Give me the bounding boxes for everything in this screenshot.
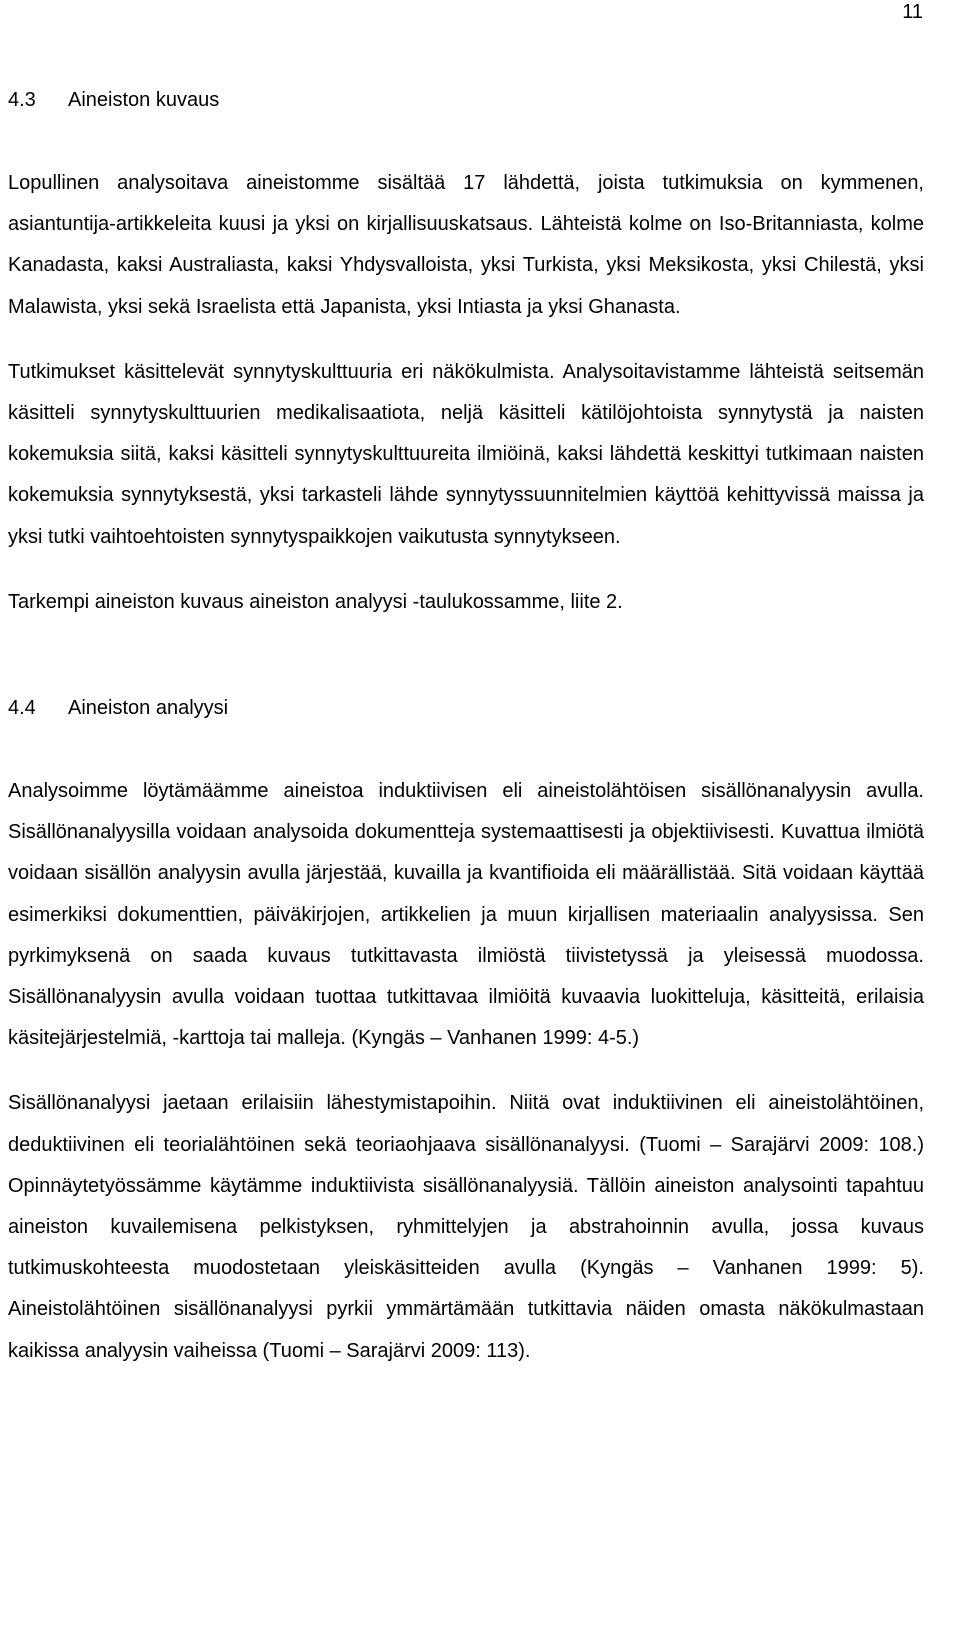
section-number: 4.4: [8, 697, 36, 720]
document-body: [8, 88, 924, 1372]
page-number: 11: [902, 1, 923, 23]
section-heading-4-3: [8, 88, 924, 112]
paragraph-sources: Lopullinen analysoitava aineistomme sisältää 17 lähdettä, joista tutkimuksia on kymmenen, asiantuntija-artikkeleita kuusi ja yksi on kirjallisuuskatsaus. Lähteistä kolme on Iso-Britanniasta, kolme Kanadasta, kaksi Australiasta, kaksi Yhdysvalloista, yksi Turkista, yksi Meksikosta, yksi Chilestä, yksi Malawista, yksi sekä Israelista että Japanista, yksi Intiasta ja yksi Ghanasta.: [8, 172, 924, 318]
paragraph-appendix-note: Tarkempi aineiston kuvaus aineiston analyysi -taulukossamme, liite 2.: [8, 590, 623, 613]
section-title: Aineiston kuvaus: [68, 89, 220, 111]
section-heading-4-4: [8, 696, 924, 720]
paragraph-content-analysis: Analysoimme löytämäämme aineistoa induktiivisen eli aineistolähtöisen sisällönanalyysin avulla. Sisällönanalyysilla voidaan analysoida dokumentteja systemaattisesti ja objektiivisesti. Kuvattua ilmiötä voidaan sisällön analyysin avulla järjestää, kuvailla ja kvantifioida eli määrällistää. Sitä voidaan käyttää esimerkiksi dokumenttien, päiväkirjojen, artikkelien ja muun kirjallisen materiaalin analyysissa. Sen pyrkimyksenä on saada kuvaus tutkittavasta ilmiöstä tiivistetyssä ja yleisessä muodossa. Sisällönanalyysin avulla voidaan tuottaa tutkittavaa ilmiöitä kuvaavia luokitteluja, käsitteitä, erilaisia käsitejärjestelmiä, -karttoja tai malleja. (Kyngäs – Vanhanen 1999: 4-5.): [8, 780, 924, 1050]
paragraph-perspectives: Tutkimukset käsittelevät synnytyskulttuuria eri näkökulmista. Analysoitavistamme lähteistä seitsemän käsitteli synnytyskulttuurien medikalisaatiota, neljä käsitteli kätilöjohtoista synnytystä ja naisten kokemuksia siitä, kaksi käsitteli synnytyskulttuureita ilmiöinä, kaksi lähdettä keskittyi tutkimaan naisten kokemuksia synnytyksestä, yksi tarkasteli lähde synnytyssuunnitelmien käyttöä kehittyvissä maissa ja yksi tutki vaihtoehtoisten synnytyspaikkojen vaikutusta synnytykseen.: [8, 360, 924, 548]
paragraph-approaches: Sisällönanalyysi jaetaan erilaisiin lähestymistapoihin. Niitä ovat induktiivinen eli aineistolähtöinen, deduktiivinen eli teorialähtöinen sekä teoriaohjaava sisällönanalyysi. (Tuomi – Sarajärvi 2009: 108.) Opinnäytetyössämme käytämme induktiivista sisällönanalyysiä. Tällöin aineiston analysointi tapahtuu aineiston kuvailemisena pelkistyksen, ryhmittelyjen ja abstrahoinnin avulla, jossa kuvaus tutkimuskohteesta muodostetaan yleiskäsitteiden avulla (Kyngäs – Vanhanen 1999: 5). Aineistolähtöinen sisällönanalyysi pyrkii ymmärtämään tutkittavia näiden omasta näkökulmastaan kaikissa analyysin vaiheissa (Tuomi – Sarajärvi 2009: 113).: [8, 1092, 924, 1362]
section-title: Aineiston analyysi: [68, 697, 229, 720]
section-number: 4.3: [8, 89, 36, 111]
